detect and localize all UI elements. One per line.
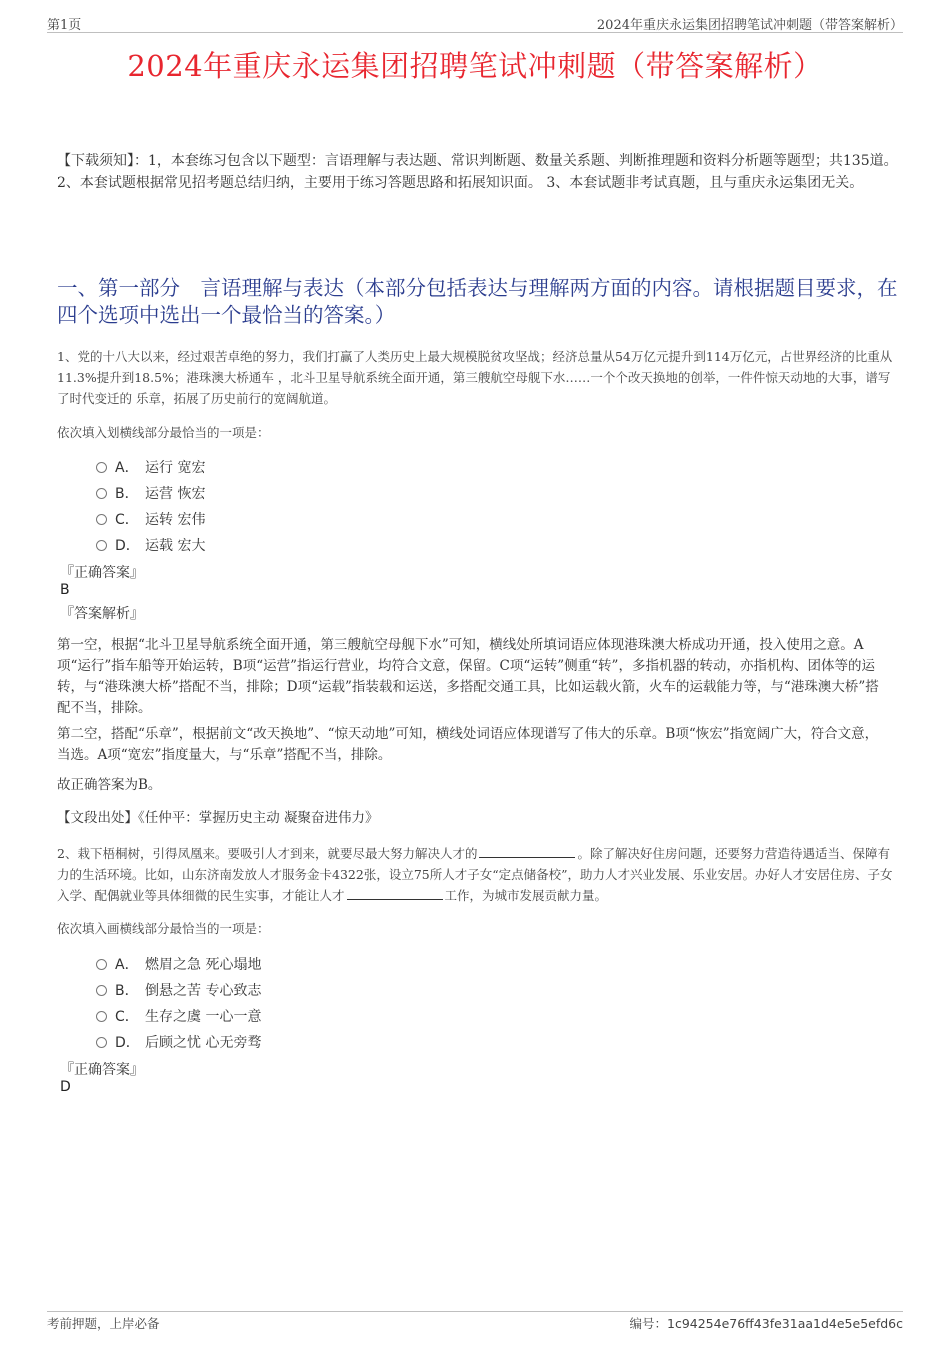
radio-icon[interactable] bbox=[96, 985, 107, 996]
fill-blank bbox=[347, 887, 443, 900]
q1-conclusion: 故正确答案为B。 bbox=[57, 777, 162, 793]
page-number: 第1页 bbox=[47, 18, 82, 33]
download-notice: 【下载须知】：1，本套练习包含以下题型：言语理解与表达题、常识判断题、数量关系题、判断推理题和资料分析题等题型；共135道。 2、本套试题根据常见招考题总结归纳，主要用于练习答题思路和拓展知识面。 3、本套试题非考试真题，且与重庆永运集团无关。 bbox=[57, 153, 898, 191]
q1-analysis-paragraph-2: 第二空，搭配“乐章”，根据前文“改天换地”、“惊天动地”可知，横线处词语应体现谱写了伟大的乐章。B项“恢宏”指宽阔广大，符合文意，当选。A项“宽宏”指度量大，与“乐章”搭配不当，排除。 bbox=[57, 726, 879, 763]
q1-answer-label: 『正确答案』 bbox=[60, 565, 144, 581]
header-doc-title: 2024年重庆永运集团招聘笔试冲刺题（带答案解析） bbox=[596, 18, 903, 33]
question-2-hint: 依次填入画横线部分最恰当的一项是： bbox=[57, 921, 270, 936]
question-1-hint: 依次填入划横线部分最恰当的一项是： bbox=[57, 425, 270, 440]
question-2-text: 2、栽下梧桐树，引得凤凰来。要吸引人才到来，就要尽最大努力解决人才的 。除了解决好住房问题，还要努力营造待遇适当、保障有力的生活环境。比如，山东济南发放人才服务金卡4322张，设立75所人才子女“定点储备校”，助力人才兴业发展、乐业安居。办好人才安居住房、子女入学、配偶就业等具体细微的民生实事，才能让人才 工作，为城市发展贡献力量。 bbox=[57, 846, 893, 903]
footer-divider bbox=[47, 1311, 903, 1312]
document-code: 编号：1c94254e76ff43fe31aa1d4e5e5efd6c bbox=[629, 1316, 903, 1331]
radio-icon[interactable] bbox=[96, 462, 107, 473]
q1-option-b[interactable]: B． 运营 恢宏 bbox=[96, 483, 205, 503]
question-1-text: 1、党的十八大以来，经过艰苦卓绝的努力，我们打赢了人类历史上最大规模脱贫攻坚战；经济总量从54万亿元提升到114万亿元，占世界经济的比重从11.3%提升到18.5%；港珠澳大桥通车 ，北斗卫星导航系统全面开通，第三艘航空母舰下水……一个个改天换地的创举，一件件惊天动地的大事，谱写了时代变迁的 乐章，拓展了历史前行的宽阔航道。 bbox=[57, 349, 893, 406]
q1-option-a[interactable]: A． 运行 宽宏 bbox=[96, 457, 205, 477]
q1-analysis-paragraph-1: 第一空，根据“北斗卫星导航系统全面开通，第三艘航空母舰下水”可知，横线处所填词语应体现港珠澳大桥成功开通，投入使用之意。A项“运行”指车船等开始运转，B项“运营”指运行营业，均符合文意，保留。C项“运转”侧重“转”，多指机器的转动，亦指机构、团体等的运转，与“港珠澳大桥”搭配不当，排除；D项“运载”指装载和运送，多搭配交通工具，比如运载火箭，火车的运载能力等，与“港珠澳大桥”搭配不当，排除。 bbox=[57, 637, 879, 716]
q1-answer: B bbox=[60, 582, 70, 598]
q2-option-d[interactable]: D． 后顾之忧 心无旁骛 bbox=[96, 1032, 261, 1052]
q2-answer: D bbox=[60, 1079, 71, 1095]
q2-option-c[interactable]: C． 生存之虞 一心一意 bbox=[96, 1006, 261, 1026]
q2-option-a[interactable]: A． 燃眉之急 死心塌地 bbox=[96, 954, 261, 974]
radio-icon[interactable] bbox=[96, 959, 107, 970]
header-divider bbox=[47, 32, 903, 33]
section-title: 一、第一部分 言语理解与表达（本部分包括表达与理解两方面的内容。请根据题目要求，在四个选项中选出一个最恰当的答案。） bbox=[57, 276, 898, 327]
q2-answer-label: 『正确答案』 bbox=[60, 1062, 144, 1078]
page-header bbox=[47, 14, 903, 32]
q1-analysis-label: 『答案解析』 bbox=[60, 606, 144, 622]
q2-option-b[interactable]: B． 倒悬之苦 专心致志 bbox=[96, 980, 261, 1000]
radio-icon[interactable] bbox=[96, 1037, 107, 1048]
fill-blank bbox=[479, 845, 575, 858]
radio-icon[interactable] bbox=[96, 540, 107, 551]
q1-option-d[interactable]: D． 运载 宏大 bbox=[96, 535, 205, 555]
q1-source: 【文段出处】《任仲平：掌握历史主动 凝聚奋进伟力》 bbox=[57, 810, 379, 826]
document-title: 2024年重庆永运集团招聘笔试冲刺题（带答案解析） bbox=[127, 49, 823, 83]
q1-option-c[interactable]: C． 运转 宏伟 bbox=[96, 509, 205, 529]
page-footer bbox=[47, 1314, 903, 1332]
radio-icon[interactable] bbox=[96, 488, 107, 499]
radio-icon[interactable] bbox=[96, 514, 107, 525]
footer-slogan: 考前押题，上岸必备 bbox=[47, 1316, 160, 1331]
radio-icon[interactable] bbox=[96, 1011, 107, 1022]
